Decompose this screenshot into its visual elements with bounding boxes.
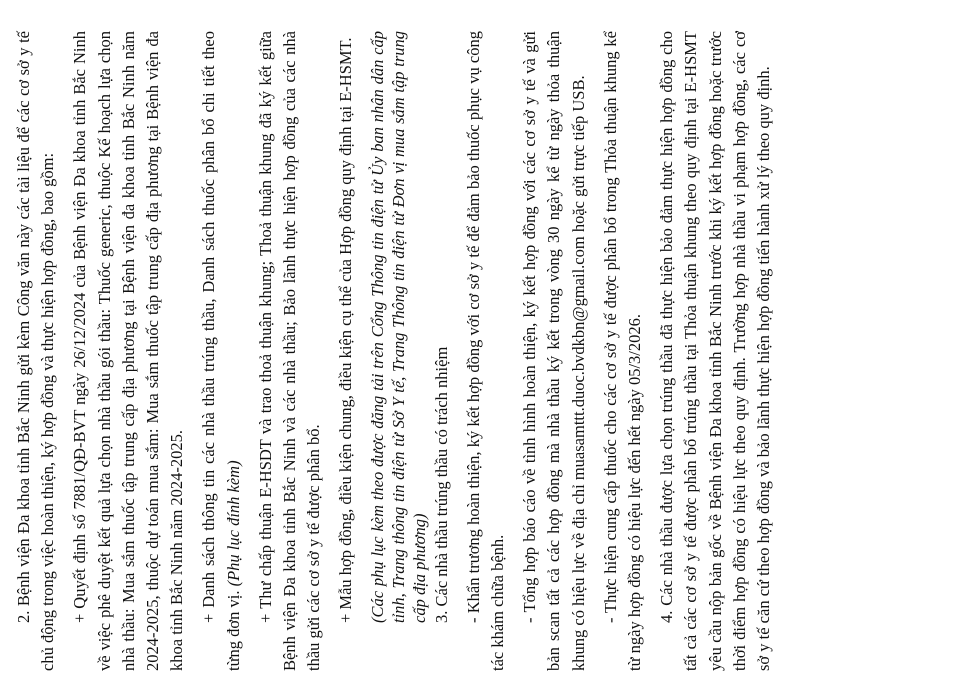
paragraph-urgent: - Khẩn trương hoàn thiện, ký kết hợp đồng với cơ sở y tế để đảm bảo thuốc phục vụ công tác khám chữa bệnh. <box>463 31 508 671</box>
winner-list-text: + Danh sách thông tin các nhà thầu trúng thầu, Danh sách thuốc phân bổ chi tiết theo từng đơn vị. <box>199 31 243 671</box>
paragraph-3: 3. Các nhà thầu trúng thầu có trách nhiệm <box>431 346 451 623</box>
paragraph-2: 2. Bệnh viện Đa khoa tỉnh Bắc Ninh gửi kèm Công văn này các tài liệu để các cơ sở y tế chủ động trong việc hoàn thiện, ký hợp đồng và thực hiện hợp đồng, bao gồm: <box>14 31 58 671</box>
paragraph-report: - Tổng hợp báo cáo về tình hình hoàn thiện, ký kết hợp đồng với các cơ sở y tế và gửi bản scan tất cả các hợp đồng mà nhà thầu ký kết trong vòng 30 ngày kể từ ngày thỏa thuận khung có hiệu lực về địa chỉ muasamttt.duoc.bvdkbn@gmail.com hoặc gửi trực tiếp USB. <box>520 31 588 671</box>
paragraph-supply: - Thực hiện cung cấp thuốc cho các cơ sở y tế được phân bổ trong Thỏa thuận khung kể từ ngày hợp đồng có hiệu lực đến hết ngày 05/3/2026. <box>600 31 645 671</box>
paragraph-decision: + Quyết định số 7881/QĐ-BVT ngày 26/12/2024 của Bệnh viện Đa khoa tỉnh Bắc Ninh về việc phê duyệt kết quả lựa chọn nhà thầu gói thầu: Thuốc generic, thuộc Kế hoạch lựa chọn nhà thầu: Mua sắm thuốc tập trung cấp địa phương tại Bệnh viện đa khoa tỉnh Bắc Ninh năm 2024-2025, thuộc dự toán mua sắm: Mua sắm thuốc tập trung cấp địa phương tại Bệnh viện đa khoa tỉnh Bắc Ninh năm 2024-2025. <box>70 31 187 671</box>
appendix-note: (Các phụ lục kèm theo được đăng tải trên Cổng Thông tin điện tử Ủy ban nhân dân cấp tỉnh, Trang thông tin điện tử Sở Y tế, Trang Thông tin điện tử Đơn vị mua sắm tập trung cấp địa phương) <box>367 31 429 623</box>
paragraph-approval: + Thư chấp thuận E-HSDT và trao thoả thuận khung; Thoả thuận khung đã ký kết giữa Bệnh viện Đa khoa tỉnh Bắc Ninh và các nhà thầu; Bảo lãnh thực hiện hợp đồng của các nhà thầu gửi các cơ sở y tế được phân bổ. <box>255 31 324 671</box>
paragraph-contract-template: + Mẫu hợp đồng, điều kiện chung, điều kiện cụ thể của Hợp đồng quy định tại E-HSMT. <box>336 37 356 623</box>
paragraph-winner-list <box>197 31 245 671</box>
document-body <box>12 31 776 671</box>
winner-list-note: (Phụ lục đính kèm) <box>223 460 243 587</box>
paragraph-4: 4. Các nhà thầu được lựa chọn trúng thầu đã thực hiện bảo đảm thực hiện hợp đồng cho tất cả các cơ sở y tế được phân bổ trúng thầu tại Thỏa thuận khung theo quy định tại E-HSMT yêu cầu nộp bản gốc về Bệnh viện Đa khoa tỉnh Bắc Ninh trước khi ký kết hợp đồng hoặc trước thời điểm hợp đồng có hiệu lực theo quy định. Trường hợp nhà thầu vi phạm hợp đồng, các cơ sở y tế căn cứ theo hợp đồng và bảo lãnh thực hiện hợp đồng tiến hành xử lý theo quy định. <box>657 31 774 671</box>
